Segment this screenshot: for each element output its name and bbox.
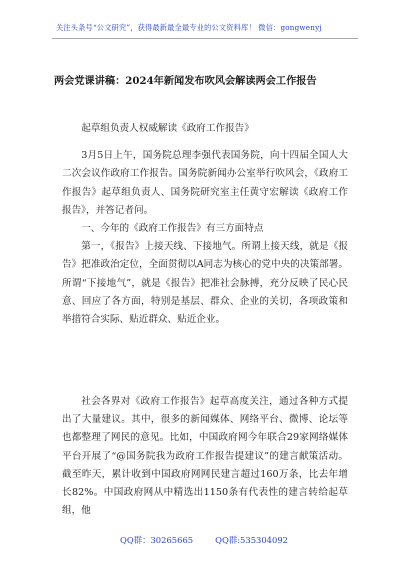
document-body-top [62,120,348,329]
header-banner: 关注头条号“公文研究”，获得最新最全最专业的公文资料库！ 微信：gongwenyj [56,23,322,32]
document-body-bottom [62,393,348,520]
body-paragraph: 3月5日上午，国务院总理李强代表国务院，向十四届全国人大二次会议作政府工作报告。国务院新闻办公室举行吹风会，《政府工作报告》起草组负责人、国务院研究室主任黄守宏解读《政府工作报告》，并答记者问。 [62,150,348,216]
document-title: 两会党课讲稿：2024年新闻发布吹风会解读两会工作报告 [54,75,317,87]
footer-qq-group-2: QQ群:535304092 [215,535,288,545]
footer-contact [0,534,408,546]
body-paragraph: 社会各界对《政府工作报告》起草高度关注，通过各种方式提出了大量建议。其中，很多的新闻媒体、网络平台、微博、论坛等也都整理了网民的意见。比如，中国政府网今年联合29家网络媒体平台开展了“@国务院我为政府工作报告提建议”的建言献策活动。截至昨天，累计收到中国政府网网民建言超过160万条，比去年增长82%。中国政府网从中精选出1150条有代表性的建言转给起草组，他 [62,396,348,517]
paragraph-gap [62,138,348,147]
header-divider [52,38,358,39]
footer-qq-group-1: QQ群：30265665 [120,535,194,545]
section-heading: 一、今年的《政府工作报告》有三方面特点 [81,223,264,235]
subtitle-paragraph: 起草组负责人权威解读《政府工作报告》 [81,123,254,134]
body-paragraph: 第一，《报告》上接天线、下接地气。所谓上接天线，就是《报告》把准政治定位，全面贯彻以A同志为核心的党中央的决策部署。所谓“下接地气”，就是《报告》把准社会脉搏，充分反映了民心民意、回应了各方面，特别是基层、群众、企业的关切，各项政策和举措符合实际、贴近群众、贴近企业。 [62,241,348,326]
